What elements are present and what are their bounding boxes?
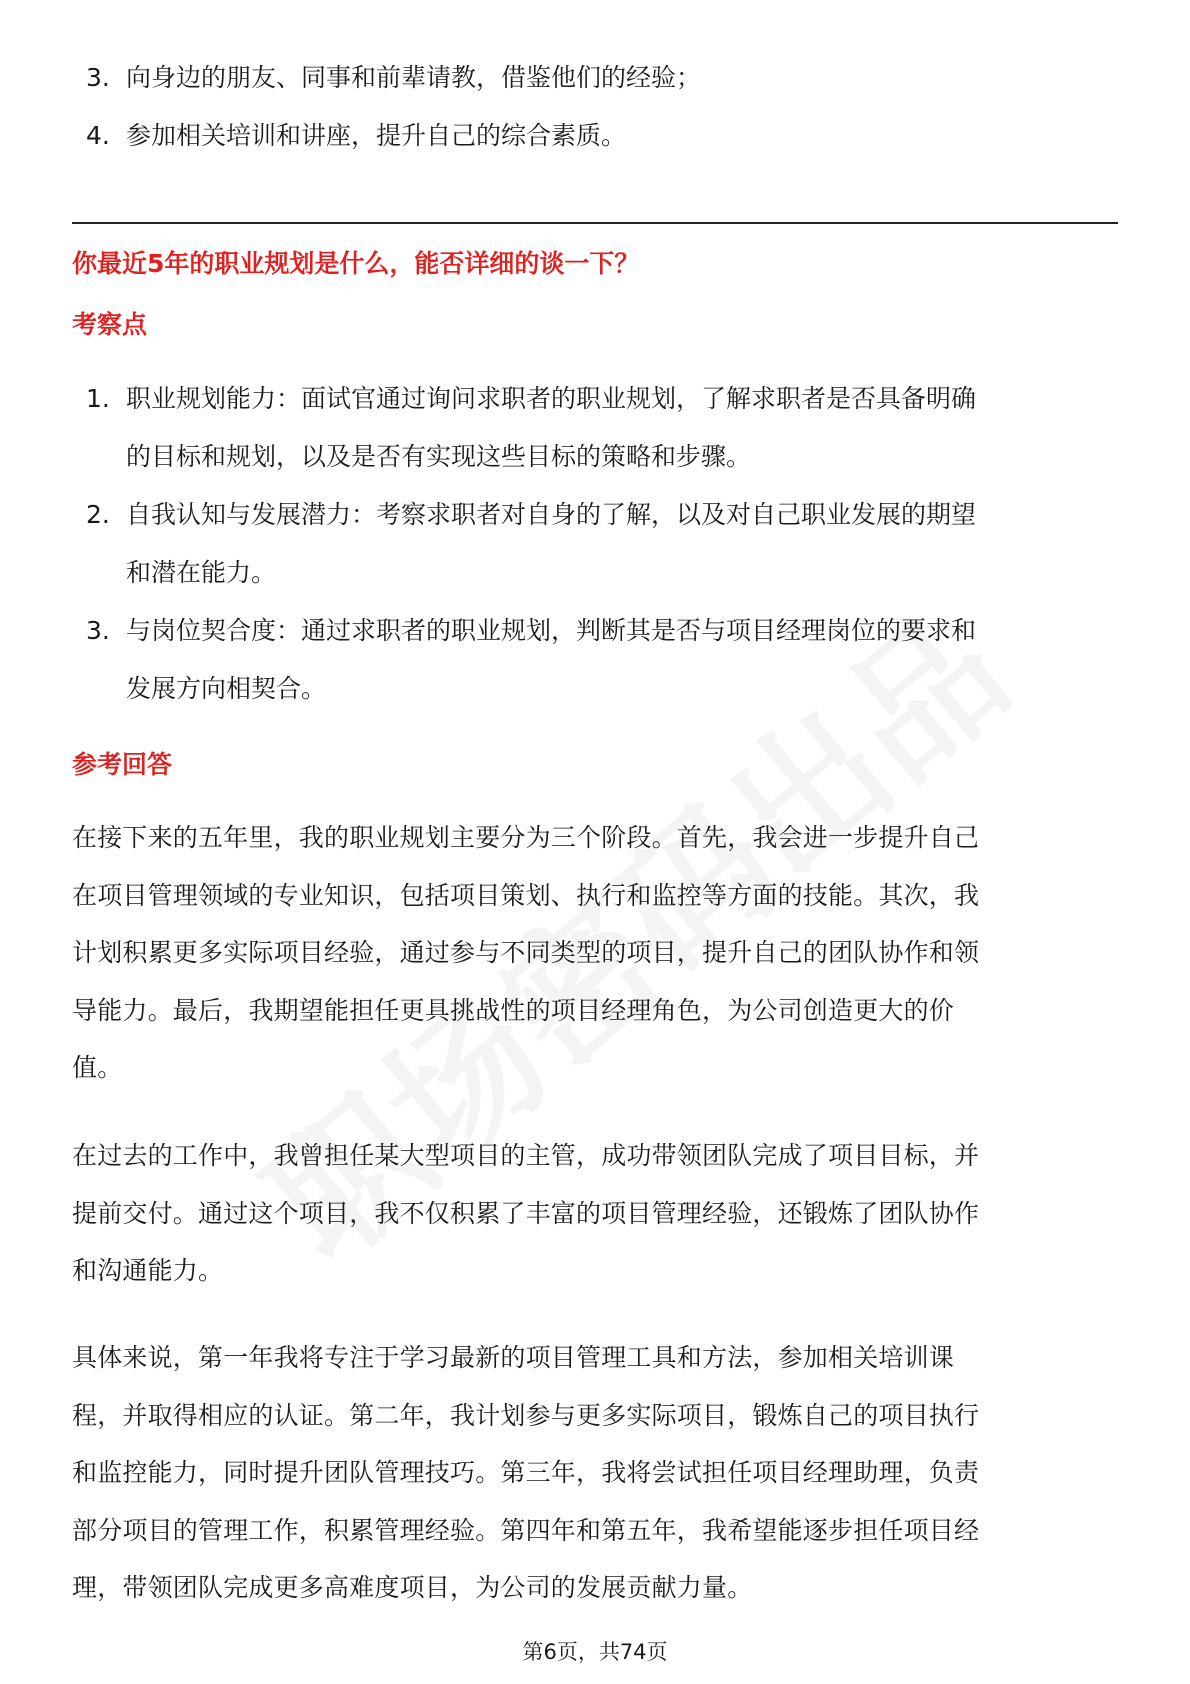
list-number: 4.: [86, 121, 110, 150]
paragraph-line: 提前交付。通过这个项目，我不仅积累了丰富的项目管理经验，还锻炼了团队协作: [72, 1198, 980, 1228]
list-item: [72, 602, 1118, 718]
list-text-line: 与岗位契合度：通过求职者的职业规划，判断其是否与项目经理岗位的要求和: [126, 616, 977, 645]
list-item: [72, 370, 1118, 486]
list-number: 3.: [86, 616, 110, 645]
list-number: 1.: [86, 384, 110, 413]
paragraph-line: 在接下来的五年里，我的职业规划主要分为三个阶段。首先，我会进一步提升自己: [72, 823, 980, 852]
answer-paragraph: [72, 1329, 1118, 1617]
paragraph-line: 具体来说，第一年我将专注于学习最新的项目管理工具和方法，参加相关培训课: [72, 1343, 955, 1372]
page-footer: 第6页，共74页: [522, 1640, 668, 1664]
list-item: [72, 49, 1118, 107]
paragraph-line: 在项目管理领域的专业知识，包括项目策划、执行和监控等方面的技能。其次，我: [72, 880, 980, 910]
list-item: [72, 107, 1118, 165]
paragraph-line: 计划积累更多实际项目经验，通过参与不同类型的项目，提升自己的团队协作和领: [72, 938, 980, 967]
focus-list-container: [72, 370, 1118, 718]
list-text: 向身边的朋友、同事和前辈请教，借鉴他们的经验；: [126, 63, 702, 92]
list-number: 3.: [86, 63, 110, 92]
list-text-line: 自我认知与发展潜力：考察求职者对自身的了解，以及对自己职业发展的期望: [126, 500, 977, 529]
paragraph-line: 部分项目的管理工作，积累管理经验。第四年和第五年，我希望能逐步担任项目经: [72, 1515, 980, 1545]
section-divider: [72, 222, 1118, 224]
list-text-line: 和潜在能力。: [126, 558, 277, 587]
paragraph-line: 程，并取得相应的认证。第二年，我计划参与更多实际项目，锻炼自己的项目执行: [72, 1400, 980, 1430]
top-list: [72, 49, 1118, 165]
list-item: [72, 486, 1118, 602]
top-list-container: [72, 49, 1118, 165]
paragraph-line: 在过去的工作中，我曾担任某大型项目的主管，成功带领团队完成了项目目标，并: [72, 1141, 980, 1170]
answer-paragraph: [72, 1127, 1118, 1300]
list-text-line: 发展方向相契合。: [126, 674, 327, 703]
answer-paragraph: [72, 809, 1118, 1097]
list-text-line: 职业规划能力：面试官通过询问求职者的职业规划，了解求职者是否具备明确: [126, 384, 977, 413]
paragraph-line: 和监控能力，同时提升团队管理技巧。第三年，我将尝试担任项目经理助理，负责: [72, 1458, 980, 1487]
focus-list: [72, 370, 1118, 718]
list-number: 2.: [86, 500, 110, 529]
list-text-line: 的目标和规划，以及是否有实现这些目标的策略和步骤。: [126, 442, 752, 471]
paragraph-line: 理，带领团队完成更多高难度项目，为公司的发展贡献力量。: [72, 1573, 753, 1602]
list-text: 参加相关培训和讲座，提升自己的综合素质。: [126, 121, 627, 150]
focus-heading: 考察点: [72, 310, 148, 339]
question-title: 你最近5年的职业规划是什么，能否详细的谈一下？: [72, 249, 640, 278]
paragraph-line: 和沟通能力。: [72, 1256, 224, 1285]
answer-heading: 参考回答: [72, 750, 173, 779]
paragraph-line: 值。: [72, 1053, 123, 1082]
paragraph-line: 导能力。最后，我期望能担任更具挑战性的项目经理角色，为公司创造更大的价: [72, 995, 955, 1025]
